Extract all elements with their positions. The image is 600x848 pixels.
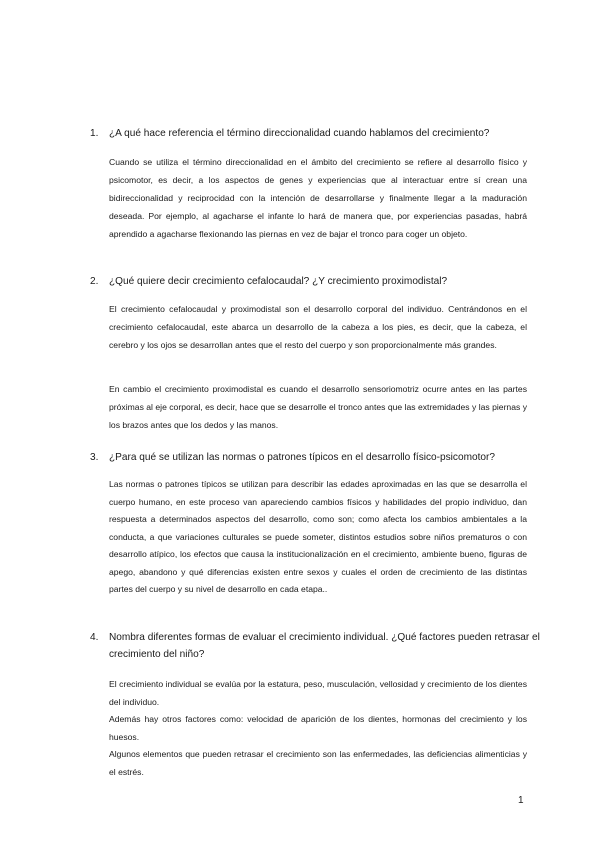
question-1-heading <box>90 125 535 142</box>
question-4-answer-1: El crecimiento individual se evalúa por la estatura, peso, musculación, vellosidad y crecimiento de los dientes del individuo. <box>109 679 527 707</box>
question-4-number: 4. <box>90 632 99 643</box>
question-2-answer-2: En cambio el crecimiento proximodistal es cuando el desarrollo sensoriomotriz ocurre antes en las partes próximas al eje corporal, es decir, hace que se desarrolle el tronco antes que las extremidades y las piernas y los brazos antes que los dedos y las manos. <box>109 384 527 430</box>
question-3-heading <box>90 449 535 466</box>
question-4-answer-2: Además hay otros factores como: velocidad de aparición de los dientes, hormonas del crecimiento y los huesos. <box>109 714 527 742</box>
question-2-answer-1: El crecimiento cefalocaudal y proximodistal son el desarrollo corporal del individuo. Centrándonos en el crecimiento cefalocaudal, este abarca un desarrollo de la cabeza a los pies, es decir, que la cabeza, el cerebro y los ojos se desarrollan antes que el resto del cuerpo y son proporcionalmente más grandes. <box>109 304 527 350</box>
question-2-heading <box>90 273 535 290</box>
question-1-answer: Cuando se utiliza el término direccionalidad en el ámbito del crecimiento se refiere al desarrollo físico y psicomotor, es decir, a los aspectos de genes y experiencias que al interactuar entre sí crean una bidireccionalidad y reciprocidad con la intención de desarrollarse y finalmente llegar a la maduración deseada. Por ejemplo, al agacharse el infante lo hará de manera que, por experiencias pasadas, habrá aprendido a agacharse flexionando las piernas en vez de bajar el tronco para coger un objeto. <box>109 157 527 239</box>
question-4-heading <box>90 629 554 663</box>
page-number: 1 <box>518 795 524 806</box>
question-4-answer-3: Algunos elementos que pueden retrasar el crecimiento son las enfermedades, las deficiencias alimenticias y el estrés. <box>109 749 527 777</box>
question-2-title: ¿Qué quiere decir crecimiento cefalocaudal? ¿Y crecimiento proximodistal? <box>109 276 448 287</box>
question-4-title: Nombra diferentes formas de evaluar el crecimiento individual. ¿Qué factores pueden retrasar el crecimiento del niño? <box>109 632 540 660</box>
question-3-number: 3. <box>90 452 99 463</box>
question-1-number: 1. <box>90 128 99 139</box>
question-2-number: 2. <box>90 276 99 287</box>
question-1-title: ¿A qué hace referencia el término direccionalidad cuando hablamos del crecimiento? <box>109 128 490 139</box>
question-3-title: ¿Para qué se utilizan las normas o patrones típicos en el desarrollo físico-psicomotor? <box>109 452 495 463</box>
question-3-answer: Las normas o patrones típicos se utilizan para describir las edades aproximadas en las que se desarrolla el cuerpo humano, en este proceso van apareciendo cambios físicos y habilidades del propio individuo, dan respuesta a determinados aspectos del desarrollo, como son; como afecta los cambios ambientales a la conducta, a que variaciones culturales se puede someter, distintos estudios sobre niños prematuros o con desarrollo atípico, los efectos que causa la institucionalización en el crecimiento, ambiente bueno, figuras de apego, abandono y qué diferencias existen entre sexos y cuales el orden de crecimiento de las distintas partes del cuerpo y su nivel de desarrollo en cada etapa.. <box>109 479 527 594</box>
